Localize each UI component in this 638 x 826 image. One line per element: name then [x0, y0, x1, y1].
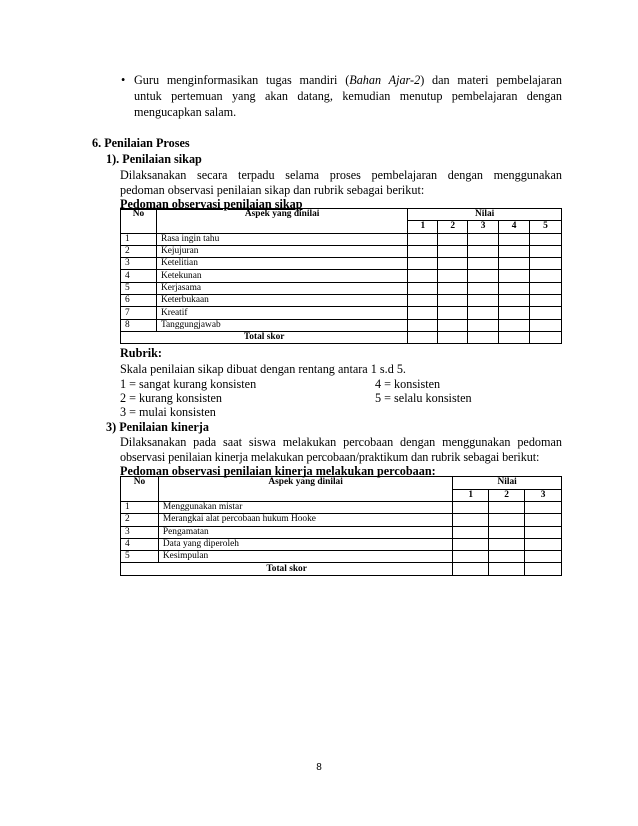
table-total-row	[121, 563, 562, 575]
score-cell	[438, 282, 468, 294]
table-row	[121, 307, 562, 319]
score-cell	[530, 270, 562, 282]
score-cell	[438, 258, 468, 270]
header-nilai: Nilai	[408, 209, 562, 221]
table-row	[121, 245, 562, 257]
score-cell	[499, 331, 530, 343]
score-cell	[489, 526, 525, 538]
rubrik-scale-5: 5 = selalu konsisten	[375, 391, 472, 405]
row-no: 8	[121, 319, 157, 331]
score-cell	[468, 282, 499, 294]
score-cell	[530, 245, 562, 257]
score-cell	[438, 233, 468, 245]
kinerja-paragraph-line-1: Dilaksanakan pada saat siswa melakukan percobaan dengan menggunakan pedoman	[120, 435, 562, 449]
table-row	[121, 526, 562, 538]
score-cell	[468, 307, 499, 319]
score-cell	[453, 551, 489, 563]
score-cell	[489, 538, 525, 550]
row-no: 4	[121, 538, 159, 550]
bullet-line-2: untuk pertemuan yang akan datang, kemudian menutup pembelajaran dengan	[134, 89, 562, 103]
header-nilai: Nilai	[453, 477, 562, 490]
score-cell	[525, 538, 562, 550]
table-row	[121, 233, 562, 245]
score-cell	[438, 295, 468, 307]
row-no: 3	[121, 258, 157, 270]
row-no: 5	[121, 551, 159, 563]
score-cell	[499, 270, 530, 282]
row-no: 3	[121, 526, 159, 538]
table-row	[121, 270, 562, 282]
table-row	[121, 258, 562, 270]
score-cell	[499, 233, 530, 245]
bullet-line-1: Guru menginformasikan tugas mandiri (Bahan Ajar-2) dan materi pembelajaran	[134, 73, 562, 87]
score-cell	[438, 319, 468, 331]
row-aspek: Keterbukaan	[156, 295, 407, 307]
score-cell	[453, 563, 489, 575]
score-cell	[530, 331, 562, 343]
table-header-row	[121, 209, 562, 221]
row-aspek: Kreatif	[156, 307, 407, 319]
table-row	[121, 551, 562, 563]
score-cell	[530, 282, 562, 294]
total-skor-label: Total skor	[121, 331, 408, 343]
kinerja-observation-table	[120, 476, 562, 576]
row-aspek: Merangkai alat percobaan hukum Hooke	[158, 514, 452, 526]
score-header: 3	[525, 489, 562, 502]
score-cell	[408, 282, 438, 294]
rubrik-scale-3: 3 = mulai konsisten	[120, 405, 216, 419]
score-cell	[499, 295, 530, 307]
row-aspek: Kerjasama	[156, 282, 407, 294]
score-cell	[408, 331, 438, 343]
total-skor-label: Total skor	[121, 563, 453, 575]
score-cell	[438, 270, 468, 282]
score-header: 5	[530, 221, 562, 233]
score-cell	[408, 258, 438, 270]
score-cell	[525, 526, 562, 538]
row-no: 1	[121, 502, 159, 514]
score-cell	[468, 319, 499, 331]
kinerja-table-title: Pedoman observasi penilaian kinerja melakukan percobaan:	[120, 464, 436, 478]
penilaian-kinerja-heading: 3) Penilaian kinerja	[106, 420, 209, 434]
score-cell	[499, 245, 530, 257]
score-cell	[499, 258, 530, 270]
section-6-heading: 6. Penilaian Proses	[92, 136, 190, 150]
row-no: 1	[121, 233, 157, 245]
bullet-line-3: mengucapkan salam.	[134, 105, 237, 119]
row-no: 2	[121, 245, 157, 257]
score-cell	[468, 295, 499, 307]
score-cell	[530, 307, 562, 319]
row-no: 7	[121, 307, 157, 319]
score-cell	[489, 551, 525, 563]
score-cell	[525, 502, 562, 514]
score-cell	[408, 233, 438, 245]
table-total-row	[121, 331, 562, 343]
score-cell	[453, 502, 489, 514]
row-no: 4	[121, 270, 157, 282]
score-cell	[499, 307, 530, 319]
header-aspek: Aspek yang dinilai	[156, 209, 407, 234]
table-row	[121, 538, 562, 550]
rubrik-intro: Skala penilaian sikap dibuat dengan rentang antara 1 s.d 5.	[120, 362, 406, 376]
kinerja-paragraph-line-2: observasi penilaian kinerja melakukan percobaan/praktikum dan rubrik sebagai berikut:	[120, 450, 540, 464]
sikap-paragraph-line-1: Dilaksanakan secara terpadu selama proses pembelajaran dengan menggunakan	[120, 168, 562, 182]
score-cell	[489, 502, 525, 514]
row-aspek: Rasa ingin tahu	[156, 233, 407, 245]
score-cell	[530, 295, 562, 307]
table-row	[121, 282, 562, 294]
score-cell	[489, 563, 525, 575]
score-cell	[468, 270, 499, 282]
score-header: 2	[489, 489, 525, 502]
score-cell	[453, 514, 489, 526]
rubrik-scale-4: 4 = konsisten	[375, 377, 441, 391]
score-cell	[499, 319, 530, 331]
score-cell	[408, 270, 438, 282]
sikap-paragraph-line-2: pedoman observasi penilaian sikap dan rubrik sebagai berikut:	[120, 183, 425, 197]
score-cell	[525, 563, 562, 575]
row-no: 6	[121, 295, 157, 307]
score-cell	[438, 245, 468, 257]
score-cell	[453, 538, 489, 550]
score-cell	[468, 258, 499, 270]
score-cell	[468, 331, 499, 343]
score-cell	[468, 233, 499, 245]
score-header: 4	[499, 221, 530, 233]
score-cell	[408, 245, 438, 257]
bullet-symbol: •	[121, 73, 126, 87]
score-cell	[489, 514, 525, 526]
score-cell	[499, 282, 530, 294]
score-cell	[468, 245, 499, 257]
score-cell	[530, 233, 562, 245]
score-cell	[408, 307, 438, 319]
table-header-row	[121, 477, 562, 490]
row-aspek: Ketekunan	[156, 270, 407, 282]
row-aspek: Kejujuran	[156, 245, 407, 257]
score-header: 3	[468, 221, 499, 233]
row-aspek: Pengamatan	[158, 526, 452, 538]
rubrik-scale-2: 2 = kurang konsisten	[120, 391, 222, 405]
table-row	[121, 319, 562, 331]
score-cell	[438, 331, 468, 343]
table-row	[121, 295, 562, 307]
row-aspek: Tanggungjawab	[156, 319, 407, 331]
penilaian-sikap-heading: 1). Penilaian sikap	[106, 152, 202, 166]
row-no: 5	[121, 282, 157, 294]
table-row	[121, 514, 562, 526]
score-cell	[453, 526, 489, 538]
row-aspek: Menggunakan mistar	[158, 502, 452, 514]
row-aspek: Kesimpulan	[158, 551, 452, 563]
score-header: 1	[408, 221, 438, 233]
score-cell	[525, 514, 562, 526]
sikap-observation-table	[120, 208, 562, 344]
header-no: No	[121, 477, 159, 502]
score-cell	[408, 319, 438, 331]
score-cell	[525, 551, 562, 563]
score-cell	[530, 258, 562, 270]
score-cell	[438, 307, 468, 319]
row-no: 2	[121, 514, 159, 526]
header-aspek: Aspek yang dinilai	[158, 477, 452, 502]
score-header: 2	[438, 221, 468, 233]
rubrik-scale-1: 1 = sangat kurang konsisten	[120, 377, 257, 391]
row-aspek: Data yang diperoleh	[158, 538, 452, 550]
row-aspek: Ketelitian	[156, 258, 407, 270]
rubrik-heading: Rubrik:	[120, 346, 162, 360]
table-row	[121, 502, 562, 514]
score-header: 1	[453, 489, 489, 502]
header-no: No	[121, 209, 157, 234]
page-number: 8	[316, 762, 322, 773]
sikap-table-title: Pedoman observasi penilaian sikap	[120, 197, 303, 211]
score-cell	[530, 319, 562, 331]
score-cell	[408, 295, 438, 307]
